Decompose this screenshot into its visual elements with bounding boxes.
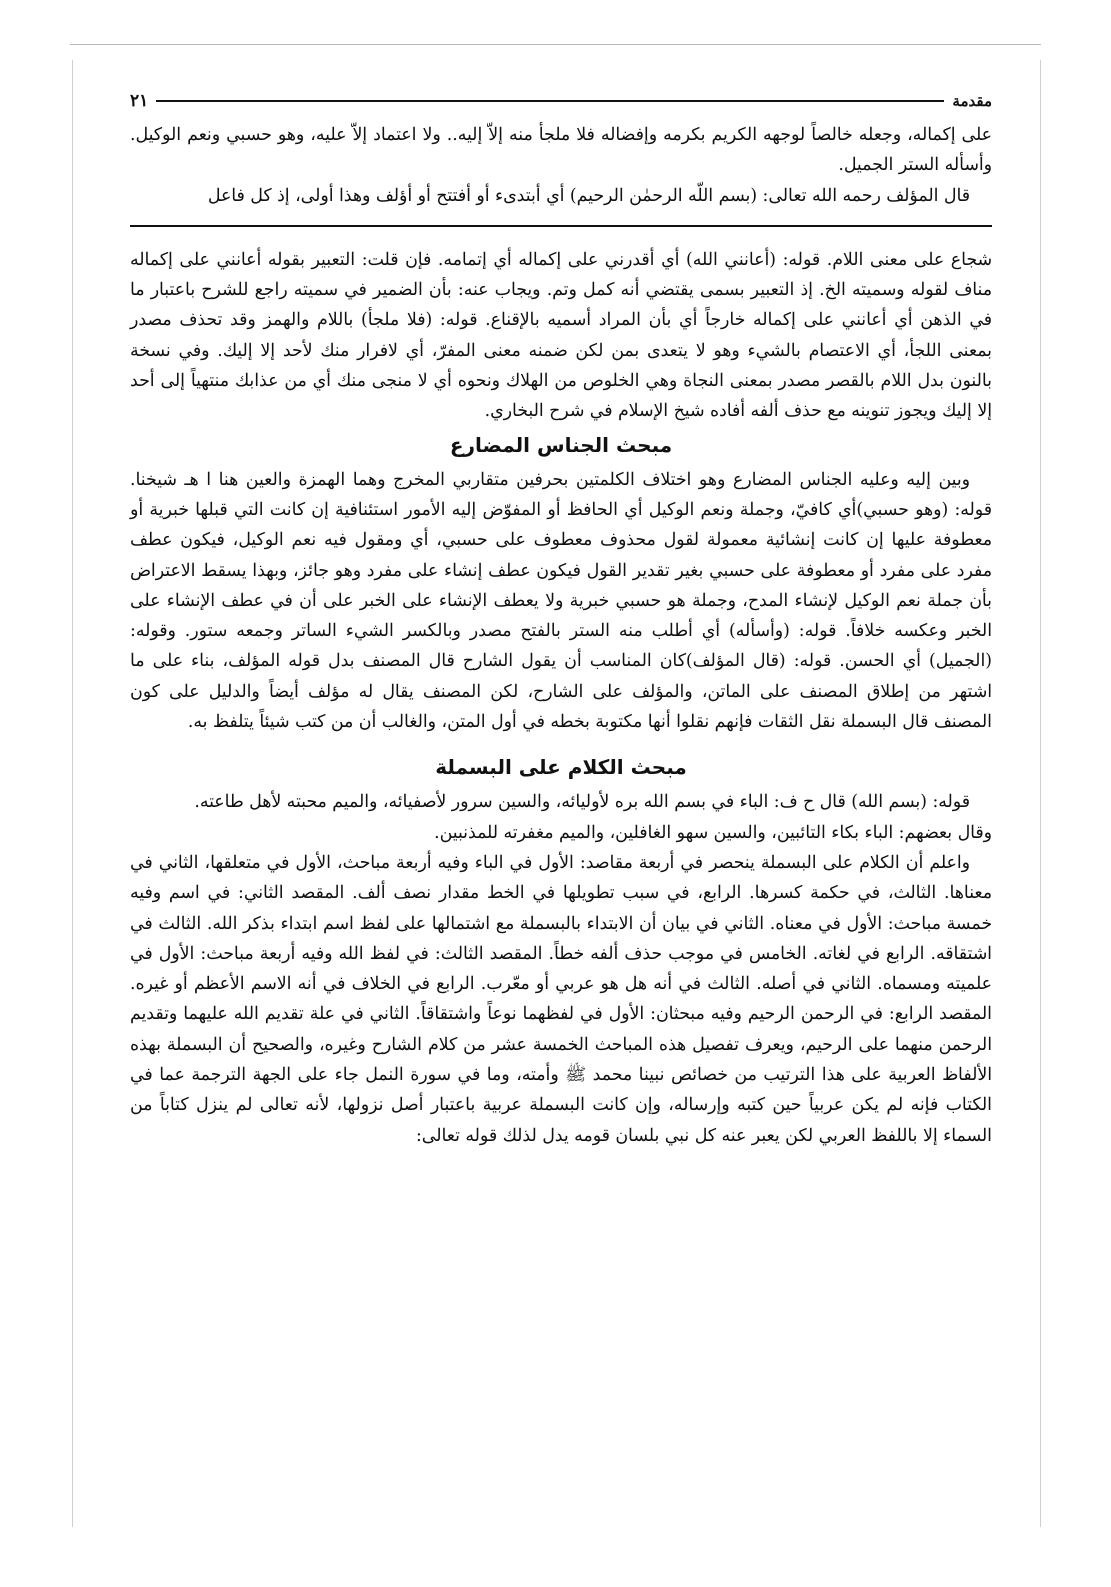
page-border-top (70, 44, 1041, 51)
running-header (130, 88, 992, 114)
header-section-title: مقدمة (952, 91, 992, 110)
commentary-section2-paragraph-3: واعلم أن الكلام على البسملة ينحصر في أربعة مقاصد: الأول في الباء وفيه أربعة مباحث، الأول في متعلقها، الثاني في معناها. الثالث، في حكمة كسرها. الرابع، في سبب تطويلها في الخط مقدار نصف ألف. المقصد الثاني: في اسم وفيه خمسة مباحث: الأول في معناه. الثاني في بيان أن الابتداء بالبسملة مع اشتمالها على لفظ اسم ابتداء بذكر الله. الثالث في اشتقاقه. الرابع في لغاته. الخامس في موجب حذف ألفه خطاً. المقصد الثالث: في لفظ الله وفيه أربعة مباحث: الأول في علميته ومسماه. الثاني في أصله. الثالث في أنه هل هو عربي أو معّرب. الرابع في الخلاف في أنه الاسم الأعظم أو غيره. المقصد الرابع: في الرحمن الرحيم وفيه مبحثان: الأول في لفظهما نوعاً واشتقاقاً. الثاني في علة تقديم الله عليهما وتقديم الرحمن منهما على الرحيم، ويعرف تفصيل هذه المباحث الخمسة عشر من كلام الشارح وغيره، والصحيح أن البسملة بهذه الألفاظ العربية على هذا الترتيب من خصائص نبينا محمد ﷺ وأمته، وما في سورة النمل جاء على الجهة الترجمة عما في الكتاب فإنه لم يكن عربياً حين كتبه وإرساله، وإن كانت البسملة عربية باعتبار أصل نزولها، لأنه تعالى لم ينزل كتاباً من السماء إلا باللفظ العربي لكن يعبر عنه كل نبي بلسان قومه يدل لذلك قوله تعالى: (130, 852, 992, 1146)
section-heading-jinas: مبحث الجناس المضارع (449, 432, 673, 457)
section-heading-basmala: مبحث الكلام على البسملة (435, 755, 687, 780)
main-text-paragraph-1: على إكماله، وجعله خالصاً لوجهه الكريم بكرمه وإفضاله فلا ملجأ منه إلاّ إليه.. ولا اعتماد إلاّ عليه، وهو حسبي ونعم الوكيل. وأسأله الستر الجميل. (130, 125, 992, 176)
document-page (130, 88, 992, 1151)
commentary-intro: شجاع على معنى اللام. قوله: (أعانني الله) أي أقدرني على إكماله أي إتمامه. فإن قلت: التعبير بقوله أعانني على إكماله مناف لقوله وسميته الخ. إذ التعبير بسمى يقتضي أنه كمل وتم. ويجاب عنه: بأن الضمير في سميته راجع للشرح باعتبار ما في الذهن أي أعانني على إكماله خارجاً أي بأن المراد أسميه بالإقناع. قوله: (فلا ملجأ) باللام والهمز وقد تحذف مصدر بمعنى اللجأ، أي الاعتصام بالشيء وهو لا يتعدى بمن لكن ضمنه معنى المفرّ، أي لافرار منك لأحد إلا إليك. وفي نسخة بالنون بدل اللام بالقصر مصدر بمعنى النجاة وهي الخلوص من الهلاك ونحوه أي لا منجى منك أي من عذابك منتهياً إلى أحد إلا إليك ويجوز تنوينه مع حذف ألفه أفاده شيخ الإسلام في شرح البخاري. (130, 249, 992, 422)
commentary-section2-paragraph-2: وقال بعضهم: الباء بكاء التائبين، والسين سهو الغافلين، والميم مغفرته للمذنبين. (434, 822, 992, 843)
header-rule (156, 100, 944, 102)
commentary-section2-paragraph-1: قوله: (بسم الله) قال ح ف: الباء في بسم الله بره لأوليائه، والسين سرور لأصفيائه، والميم محبته لأهل طاعته. (194, 792, 970, 813)
page-border-right (1036, 60, 1041, 1527)
main-text-paragraph-2: قال المؤلف رحمه الله تعالى: (بسم اللّه الرحمٰن الرحيم) أي أبتدىء أو أفتتح أو أؤلف وهذا أولى، إذ كل فاعل (207, 185, 970, 206)
page-number: ٢١ (130, 90, 149, 111)
commentary-section1-text: وبين إليه وعليه الجناس المضارع وهو اختلاف الكلمتين بحرفين متقاربي المخرج وهما الهمزة والعين هنا ا هـ شيخنا. قوله: (وهو حسبي)أي كافيّ، وجملة ونعم الوكيل أي الحافظ أو المفوّض إليه الأمور استئنافية إن كانت التي قبلها خبرية أو معطوفة عليها إن كانت إنشائية معمولة لقول محذوف معطوف على حسبي، أي ومقول فيه نعم الوكيل، فيكون عطف مفرد على مفرد أو معطوفة على حسبي بغير تقدير القول فيكون عطف إنشاء على مفرد وهو جائز، وبهذا يسقط الاعتراض بأن جملة نعم الوكيل لإنشاء المدح، وجملة هو حسبي خبرية ولا يعطف الإنشاء على الخبر على أن في عطف الإنشاء على الخبر وعكسه خلافاً. قوله: (وأسأله) أي أطلب منه الستر بالفتح مصدر وبالكسر الشيء الساتر وجمعه ستور. وقوله: (الجميل) أي الحسن. قوله: (قال المؤلف)كان المناسب أن يقول الشارح قال المصنف بدل قوله المؤلف، بناء على ما اشتهر من إطلاق المصنف على الماتن، والمؤلف على الشارح، لكن المصنف يقال له مؤلف أيضاً والدليل على كون المصنف قال البسملة نقل الثقات فإنهم نقلوا أنها مكتوبة بخطه في أول المتن، والغالب أن من كتب شيئاً يتلفظ به. (130, 469, 992, 733)
page-border-left (72, 60, 77, 1527)
footnote-divider (130, 225, 992, 227)
